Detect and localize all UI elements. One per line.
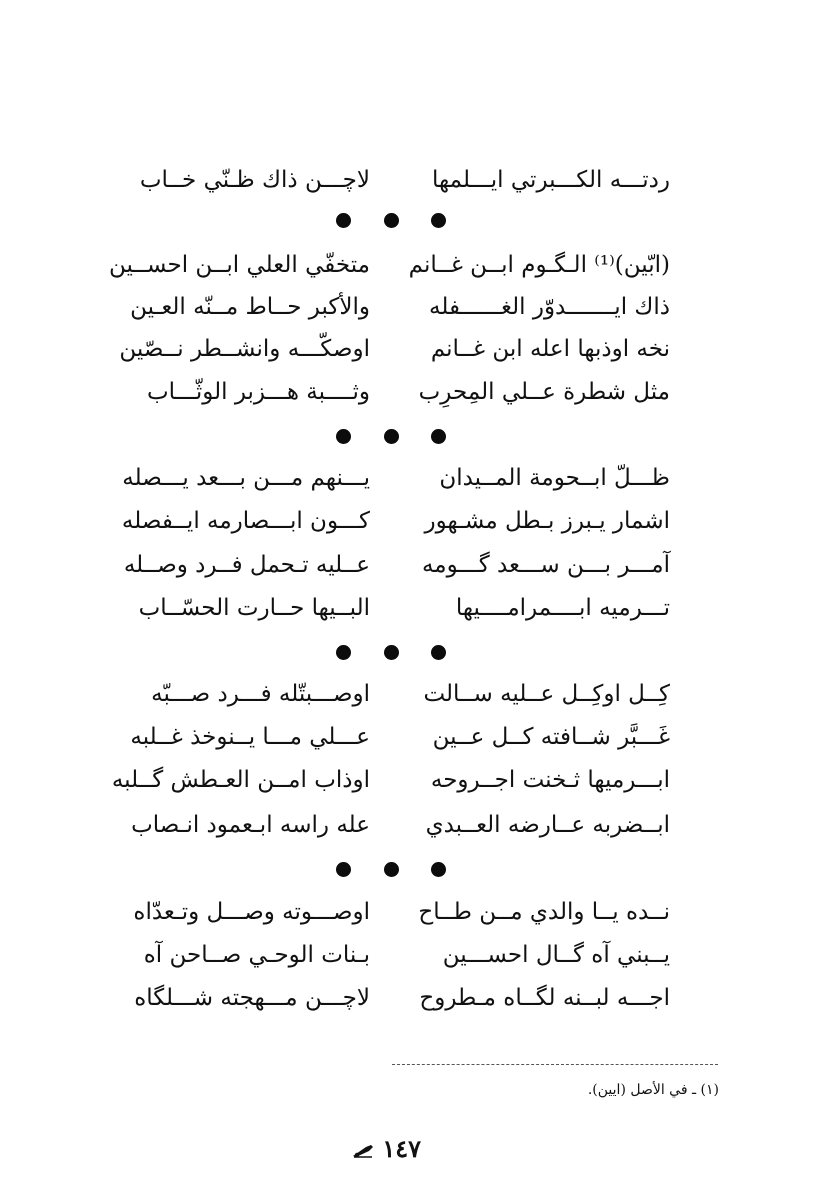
verse-first-hemistich: نــده يــا والدي مــن طــاح <box>418 899 670 925</box>
separator-dot-icon <box>431 213 446 228</box>
verse-second-hemistich: عـــلي مـــا يــنوخذ غــلبه <box>130 724 370 750</box>
verse-second-hemistich: يـــنهم مـــن بـــعد يـــصله <box>122 465 370 491</box>
verse-first-hemistich: ذاك ايـــــــدوّر الغــــــفله <box>429 294 670 320</box>
separator-dot-icon <box>431 429 446 444</box>
verse-second-hemistich: والأكبر حــاط مــنّه العـين <box>130 294 370 320</box>
verse-first-hemistich: كِــل اوكِــل عــليه ســالت <box>423 681 670 707</box>
stanza-separator <box>336 642 446 662</box>
verse-first-hemistich: اشمار يـبرز بـطل مشـهور <box>424 508 670 534</box>
verse-second-hemistich: البــيها حــارت الحسّــاب <box>138 595 370 621</box>
verse-line <box>100 372 680 412</box>
verse-first-hemistich: (ابّين)⁽¹⁾ الـگـوم ابــن غــانم <box>408 252 670 278</box>
verse-second-hemistich: اوذاب امــن العـطش گــلبه <box>111 767 370 793</box>
verse-line <box>100 458 680 498</box>
separator-dot-icon <box>384 862 399 877</box>
stanza-separator <box>336 859 446 879</box>
verse-line <box>100 978 680 1018</box>
verse-first-hemistich: ظـــلّ ابــحومة المــيدان <box>439 465 670 491</box>
verse-line <box>100 892 680 932</box>
separator-dot-icon <box>336 862 351 877</box>
verse-line <box>100 935 680 975</box>
verse-line <box>100 674 680 714</box>
verse-line <box>100 160 680 200</box>
verse-first-hemistich: ابــضربه عــارضه العــبدي <box>425 812 670 838</box>
verse-second-hemistich: عله راسه ابـعمود انـصاب <box>131 812 370 838</box>
verse-first-hemistich: مثل شطرة عــلي المِحرِب <box>418 379 670 405</box>
verse-line <box>100 501 680 541</box>
verse-second-hemistich: وثــــبة هـــزبر الوثّـــاب <box>146 379 370 405</box>
verse-first-hemistich: تـــرميه ابــــمرامــــيها <box>455 595 670 621</box>
separator-dot-icon <box>336 645 351 660</box>
verse-first-hemistich: اجـــه لبــنه لگــاه مـطروح <box>419 985 670 1011</box>
separator-dot-icon <box>431 645 446 660</box>
verse-second-hemistich: كـــون ابـــصارمه ايــفصله <box>121 508 370 534</box>
page-number <box>350 1134 421 1164</box>
verse-line <box>100 329 680 369</box>
verse-line <box>100 717 680 757</box>
verse-second-hemistich: اوصكّـــه وانشــطر نــصّين <box>119 336 370 362</box>
separator-dot-icon <box>431 862 446 877</box>
verse-first-hemistich: نخه اوذبها اعله ابن غــانم <box>430 336 670 362</box>
footnote: (١) ـ في الأصل (ايين). <box>587 1082 719 1098</box>
stanza-separator <box>336 210 446 230</box>
verse-line <box>100 287 680 327</box>
verse-second-hemistich: متخفّي العلي ابــن احســين <box>109 252 370 278</box>
verse-first-hemistich: ابـــرميها ثـخنت اجــروحه <box>430 767 670 793</box>
verse-second-hemistich: اوصـــوته وصـــل وتـعدّاه <box>133 899 370 925</box>
verse-first-hemistich: غَـــبَّر شــافته كــل عــين <box>432 724 670 750</box>
verse-line <box>100 805 680 845</box>
verse-line <box>100 588 680 628</box>
verse-second-hemistich: عــليه تـحمل فــرد وصــله <box>123 552 370 578</box>
verse-first-hemistich: يــبني آه گــال احســـين <box>442 942 670 968</box>
footnote-divider <box>392 1064 718 1065</box>
verse-first-hemistich: ردتـــه الكـــبرتي ايـــلمها <box>432 167 670 193</box>
stanza-separator <box>336 426 446 446</box>
verse-second-hemistich: لاچـــن ذاك ظـنّي خــاب <box>139 167 370 193</box>
separator-dot-icon <box>336 429 351 444</box>
verse-line <box>100 760 680 800</box>
separator-dot-icon <box>384 213 399 228</box>
verse-second-hemistich: لاچـــن مـــهجته شـــلگاه <box>134 985 370 1011</box>
verse-line <box>100 245 680 285</box>
pen-ornament-icon <box>352 1144 374 1158</box>
separator-dot-icon <box>384 645 399 660</box>
verse-line <box>100 545 680 585</box>
separator-dot-icon <box>384 429 399 444</box>
verse-second-hemistich: اوصـــبتّله فـــرد صـــبّه <box>151 681 370 707</box>
page-number-text: ١٤٧ <box>382 1134 422 1163</box>
separator-dot-icon <box>336 213 351 228</box>
verse-second-hemistich: بـنات الوحـي صــاحن آه <box>143 942 370 968</box>
verse-first-hemistich: آمـــر بـــن ســـعد گـــومه <box>421 552 670 578</box>
